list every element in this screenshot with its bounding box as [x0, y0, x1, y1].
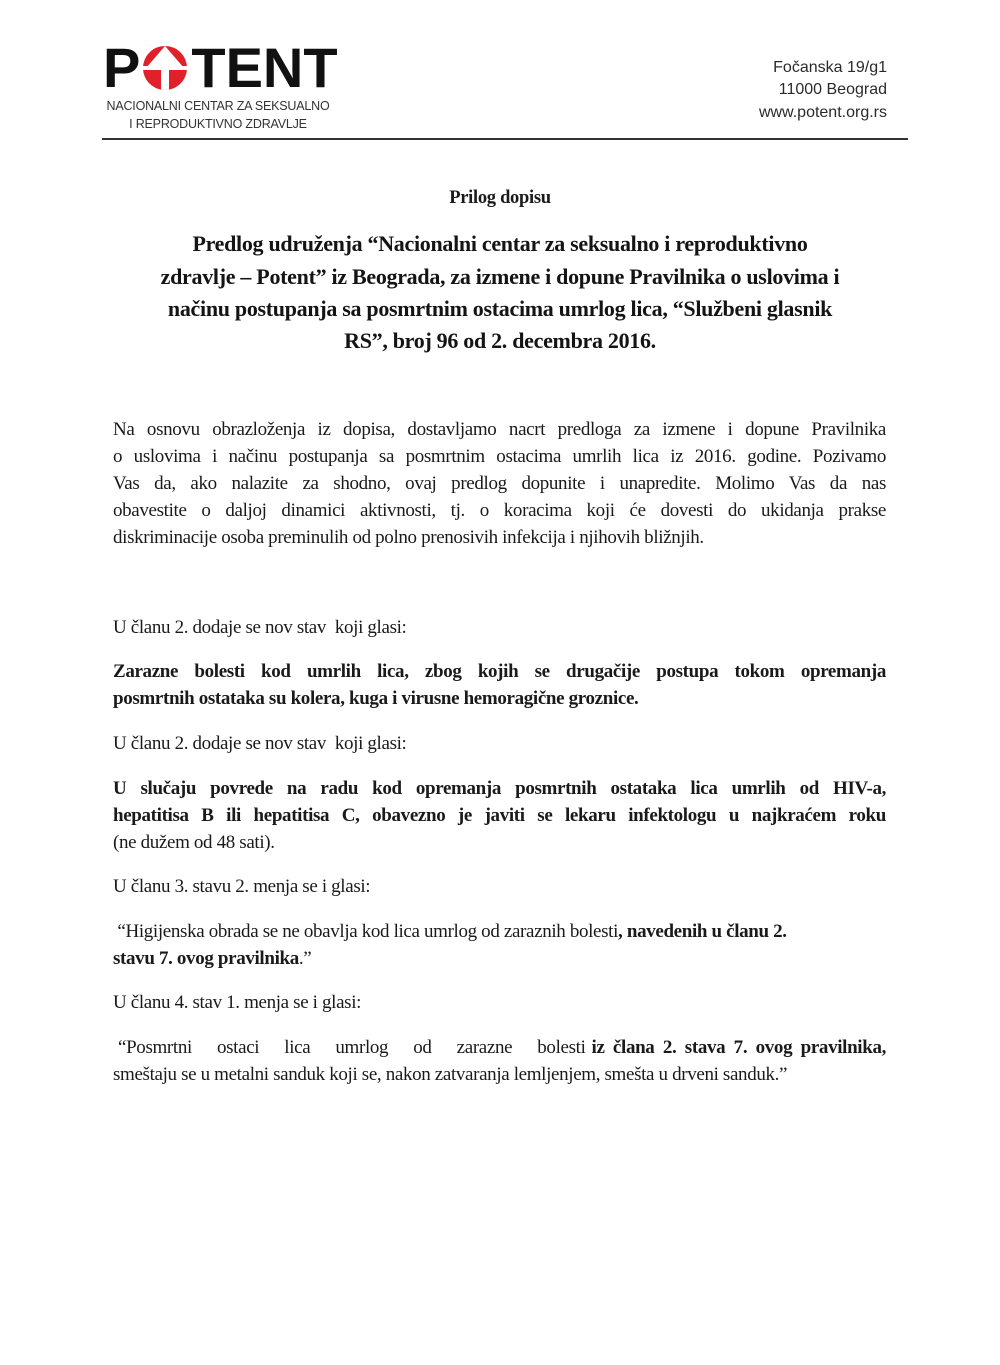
intro-line-4: obavestite o daljoj dinamici aktivnosti, tj. o koracima koji će dovesti do ukidanja prakse	[113, 500, 886, 521]
logo-letters-tent: TENT	[191, 36, 338, 99]
address-website[interactable]: www.potent.org.rs	[758, 104, 887, 121]
amendment-2-note: (ne dužem od 48 sati).	[113, 832, 275, 853]
amendment-3-quote-bold: , navedenih u članu 2.	[618, 921, 787, 942]
logo-o-arrow-icon	[141, 44, 189, 92]
amendment-3-quote-bold-2: stavu 7. ovog pravilnika	[113, 948, 299, 969]
address-street: Fočanska 19/g1	[773, 59, 887, 76]
amendment-3-quote-regular: “Higijenska obrada se ne obavlja kod lica umrlog od zaraznih bolesti	[113, 921, 619, 942]
amendment-1-intro: U članu 2. dodaje se nov stav koji glasi:	[113, 617, 407, 638]
amendment-1-line-1: Zarazne bolesti kod umrlih lica, zbog kojih se drugačije postupa tokom opremanja	[113, 661, 886, 682]
header-divider	[102, 138, 908, 140]
amendment-3-quote-end: .”	[298, 948, 312, 969]
title-line-4: RS”, broj 96 od 2. decembra 2016.	[344, 328, 656, 353]
amendment-4-quote-line-1	[113, 1037, 886, 1059]
amendment-3-quote-line-1	[113, 921, 886, 943]
logo	[103, 36, 338, 99]
logo-letter-p: P	[103, 36, 141, 99]
document-label: Prilog dopisu	[449, 188, 551, 208]
logo-subtitle-line-2: I REPRODUKTIVNO ZDRAVLJE	[129, 117, 307, 131]
amendment-2-intro: U članu 2. dodaje se nov stav koji glasi:	[113, 733, 407, 754]
amendment-2-line-1: U slučaju povrede na radu kod opremanja posmrtnih ostataka lica umrlih od HIV-a,	[113, 778, 886, 799]
title-line-3: načinu postupanja sa posmrtnim ostacima umrlog lica, “Službeni glasnik	[167, 296, 833, 321]
amendment-4-intro: U članu 4. stav 1. menja se i glasi:	[113, 992, 362, 1013]
intro-line-5: diskriminacije osoba preminulih od polno prenosivih infekcija i njihovih bližnjih.	[113, 527, 704, 548]
title-line-2: zdravlje – Potent” iz Beograda, za izmene i dopune Pravilnika o uslovima i	[160, 264, 840, 289]
amendment-3-intro: U članu 3. stavu 2. menja se i glasi:	[113, 876, 371, 897]
intro-line-2: o uslovima i načinu postupanja sa posmrtnim ostacima umrlih lica iz 2016. godine. Pozivamo	[113, 446, 886, 467]
intro-line-3: Vas da, ako nalazite za shodno, ovaj predlog dopunite i unapredite. Molimo Vas da nas	[113, 473, 886, 494]
intro-line-1: Na osnovu obrazloženja iz dopisa, dostavljamo nacrt predloga za izmene i dopune Pravilnika	[113, 419, 886, 440]
logo-subtitle-line-1: NACIONALNI CENTAR ZA SEKSUALNO	[106, 99, 330, 113]
amendment-2-line-2: hepatitisa B ili hepatitisa C, obavezno je javiti se lekaru infektologu u najkraćem roku	[113, 805, 886, 826]
amendment-4-quote-bold: iz člana 2. stava 7. ovog pravilnika,	[591, 1037, 886, 1058]
title-line-1: Predlog udruženja “Nacionalni centar za seksualno i reproduktivno	[192, 231, 808, 256]
amendment-3-quote-line-2	[113, 948, 886, 970]
amendment-4-quote-regular: “Posmrtni ostaci lica umrlog od zarazne bolesti	[118, 1037, 586, 1058]
address-city: 11000 Beograd	[778, 81, 887, 98]
amendment-4-quote-line-2: smeštaju se u metalni sanduk koji se, nakon zatvaranja lemljenjem, smešta u drveni sanduk.”	[113, 1064, 788, 1085]
amendment-1-line-2: posmrtnih ostataka su kolera, kuga i virusne hemoragične groznice.	[113, 688, 639, 709]
